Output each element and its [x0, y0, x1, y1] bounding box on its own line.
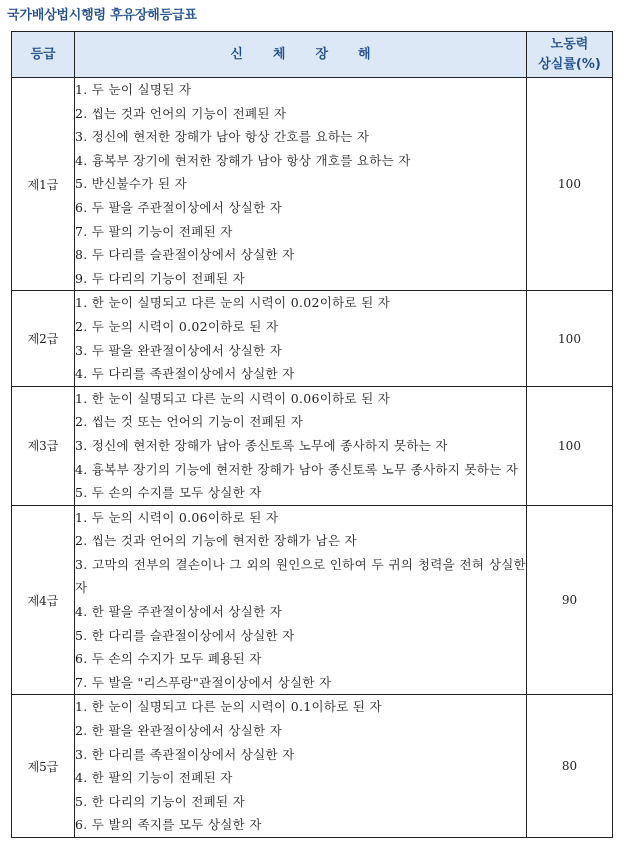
table-row — [12, 386, 613, 505]
disability-items-cell — [75, 78, 527, 291]
header-body-label: 신체장해 — [230, 46, 401, 62]
disability-item: 5. 반신불수가 된 자 — [75, 176, 187, 192]
disability-item: 1. 한 눈이 실명되고 다른 눈의 시력이 0.1이하로 된 자 — [75, 699, 382, 715]
header-labor-loss-rate — [527, 32, 613, 78]
disability-item: 3. 한 다리를 족관절이상에서 상실한 자 — [75, 746, 295, 762]
disability-item: 7. 두 팔의 기능이 전폐된 자 — [75, 223, 233, 239]
table-body — [12, 78, 613, 838]
disability-items-cell — [75, 291, 527, 386]
disability-item: 9. 두 다리의 기능이 전폐된 자 — [75, 270, 246, 286]
disability-item: 5. 한 다리를 슬관절이상에서 상실한 자 — [75, 627, 295, 643]
disability-item: 2. 씹는 것 또는 언어의 기능이 전폐된 자 — [75, 414, 304, 430]
grade-cell: 제1급 — [12, 78, 75, 291]
header-rate-line2: 상실률(%) — [538, 56, 601, 72]
loss-rate-cell: 80 — [527, 695, 613, 838]
table-row — [12, 695, 613, 838]
table-header-row — [12, 32, 613, 78]
disability-item: 5. 한 다리의 기능이 전폐된 자 — [75, 793, 246, 809]
disability-item: 2. 씹는 것과 언어의 기능에 현저한 장해가 남은 자 — [75, 533, 357, 549]
loss-rate-cell: 100 — [527, 386, 613, 505]
disability-item: 1. 두 눈의 시력이 0.06이하로 된 자 — [75, 509, 279, 525]
disability-grade-table — [11, 31, 613, 838]
disability-item: 3. 정신에 현저한 장해가 남아 항상 간호를 요하는 자 — [75, 129, 370, 145]
disability-item: 4. 한 팔의 기능이 전폐된 자 — [75, 770, 233, 786]
disability-item: 1. 한 눈이 실명되고 다른 눈의 시력이 0.02이하로 된 자 — [75, 295, 391, 311]
disability-item: 4. 흉복부 장기에 현저한 장해가 남아 항상 개호를 요하는 자 — [75, 152, 411, 168]
disability-item: 4. 한 팔을 주관절이상에서 상실한 자 — [75, 604, 283, 620]
disability-item: 8. 두 다리를 슬관절이상에서 상실한 자 — [75, 247, 295, 263]
header-rate-line1: 노동력 — [550, 36, 589, 52]
disability-item: 2. 한 팔을 완관절이상에서 상실한 자 — [75, 723, 283, 739]
disability-item: 6. 두 팔을 주관절이상에서 상실한 자 — [75, 199, 283, 215]
disability-item: 3. 두 팔을 완관절이상에서 상실한 자 — [75, 342, 283, 358]
disability-item: 7. 두 발을 "리스푸랑"관절이상에서 상실한 자 — [75, 674, 332, 690]
disability-item: 2. 두 눈의 시력이 0.02이하로 된 자 — [75, 318, 279, 334]
disability-item: 5. 두 손의 수지를 모두 상실한 자 — [75, 485, 262, 501]
disability-item: 6. 두 발의 족지를 모두 상실한 자 — [75, 817, 262, 833]
disability-item: 3. 정신에 현저한 장해가 남아 종신토록 노무에 종사하지 못하는 자 — [75, 437, 448, 453]
disability-item: 3. 고막의 전부의 결손이나 그 외의 원인으로 인하여 두 귀의 청력을 전혀 상실한 자 — [75, 556, 526, 596]
disability-items-cell — [75, 386, 527, 505]
disability-item: 2. 씹는 것과 언어의 기능이 전폐된 자 — [75, 105, 287, 121]
header-body-disability — [75, 32, 527, 78]
loss-rate-cell: 90 — [527, 505, 613, 695]
disability-item: 4. 두 다리를 족관절이상에서 상실한 자 — [75, 366, 295, 382]
table-row — [12, 291, 613, 386]
grade-cell: 제3급 — [12, 386, 75, 505]
page-title: 국가배상법시행령 후유장해등급표 — [7, 8, 197, 23]
header-grade: 등급 — [12, 32, 75, 78]
grade-cell: 제4급 — [12, 505, 75, 695]
disability-item: 1. 한 눈이 실명되고 다른 눈의 시력이 0.06이하로 된 자 — [75, 390, 391, 406]
loss-rate-cell: 100 — [527, 291, 613, 386]
grade-cell: 제5급 — [12, 695, 75, 838]
disability-items-cell — [75, 505, 527, 695]
grade-cell: 제2급 — [12, 291, 75, 386]
disability-item: 4. 흉복부 장기의 기능에 현저한 장해가 남아 종신토록 노무 종사하지 못하는 자 — [75, 461, 519, 477]
table-row — [12, 78, 613, 291]
disability-item: 6. 두 손의 수지가 모두 폐용된 자 — [75, 651, 262, 667]
table-row — [12, 505, 613, 695]
disability-item: 1. 두 눈이 실명된 자 — [75, 82, 192, 97]
loss-rate-cell: 100 — [527, 78, 613, 291]
disability-items-cell — [75, 695, 527, 838]
